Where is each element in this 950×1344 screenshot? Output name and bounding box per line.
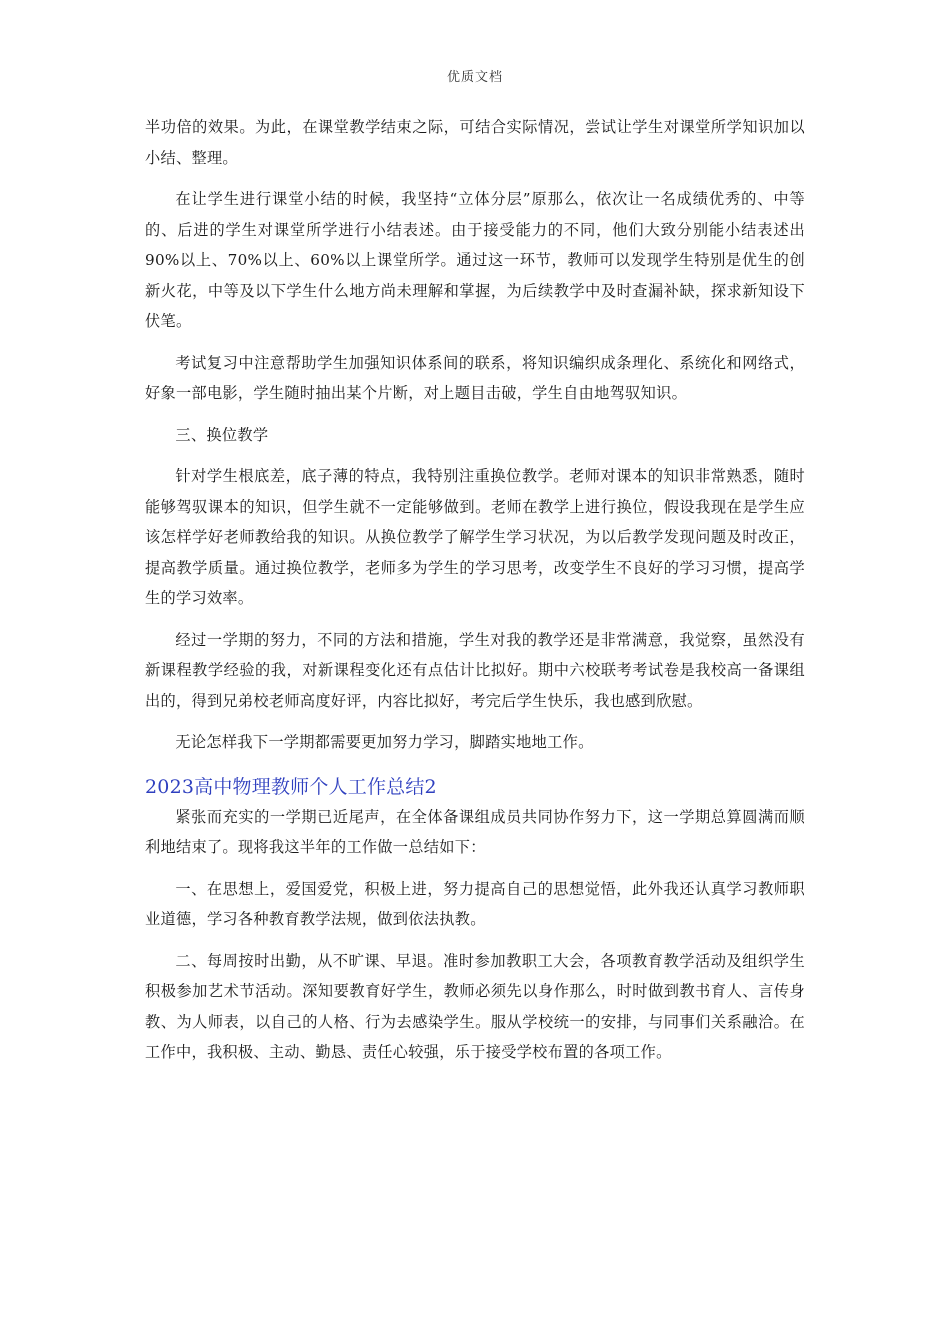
section-title: 2023高中物理教师个人工作总结2	[145, 775, 437, 798]
paragraph-semester-result: 经过一学期的努力，不同的方法和措施，学生对我的教学还是非常满意，我觉察，虽然没有新课程教学经验的我，对新课程变化还有点估计比拟好。期中六校联考考试卷是我校高一备课组出的，得到兄弟校老师高度好评，内容比拟好，考完后学生快乐，我也感到欣慰。	[145, 630, 805, 710]
paragraph-ideology: 一、在思想上，爱国爱党，积极上进，努力提高自己的思想觉悟，此外我还认真学习教师职业道德，学习各种教育教学法规，做到依法执教。	[145, 879, 805, 928]
paragraph-summary-method: 在让学生进行课堂小结的时候，我坚持“立体分层”原那么，依次让一名成绩优秀的、中等的、后进的学生对课堂所学进行小结表述。由于接受能力的不同，他们大致分别能小结表述出90%以上、70%以上、60%以上课堂所学。通过这一环节，教师可以发现学生特别是优生的创新火花，中等及以下学生什么地方尚未理解和掌握，为后续教学中及时查漏补缺，探求新知设下伏笔。	[145, 190, 805, 330]
paragraph-continuation: 半功倍的效果。为此，在课堂教学结束之际，可结合实际情况，尝试让学生对课堂所学知识加以小结、整理。	[145, 118, 805, 167]
paragraph-role-swap: 针对学生根底差，底子薄的特点，我特别注重换位教学。老师对课本的知识非常熟悉，随时能够驾驭课本的知识，但学生就不一定能够做到。老师在教学上进行换位，假设我现在是学生应该怎样学好老师教给我的知识。从换位教学了解学生学习状况，为以后教学发现问题及时改正，提高教学质量。通过换位教学，老师多为学生的学习思考，改变学生不良好的学习习惯，提高学生的学习效率。	[145, 467, 805, 607]
paragraph-attendance: 二、每周按时出勤，从不旷课、早退。准时参加教职工大会，各项教育教学活动及组织学生积极参加艺术节活动。深知要教育好学生，教师必须先以身作那么，时时做到教书育人、言传身教、为人师表，以自己的人格、行为去感染学生。服从学校统一的安排，与同事们关系融洽。在工作中，我积极、主动、勤恳、责任心较强，乐于接受学校布置的各项工作。	[145, 951, 805, 1061]
document-body	[145, 112, 805, 1068]
page-header: 优质文档	[446, 70, 503, 85]
subheading-role-swap: 三、换位教学	[175, 425, 269, 444]
paragraph-intro: 紧张而充实的一学期已近尾声，在全体备课组成员共同协作努力下，这一学期总算圆满而顺利地结束了。现将我这半年的工作做一总结如下：	[145, 807, 805, 856]
paragraph-exam-review: 考试复习中注意帮助学生加强知识体系间的联系，将知识编织成条理化、系统化和网络式，好象一部电影，学生随时抽出某个片断，对上题目击破，学生自由地驾驭知识。	[145, 353, 805, 402]
paragraph-next-semester: 无论怎样我下一学期都需要更加努力学习，脚踏实地地工作。	[175, 733, 594, 751]
